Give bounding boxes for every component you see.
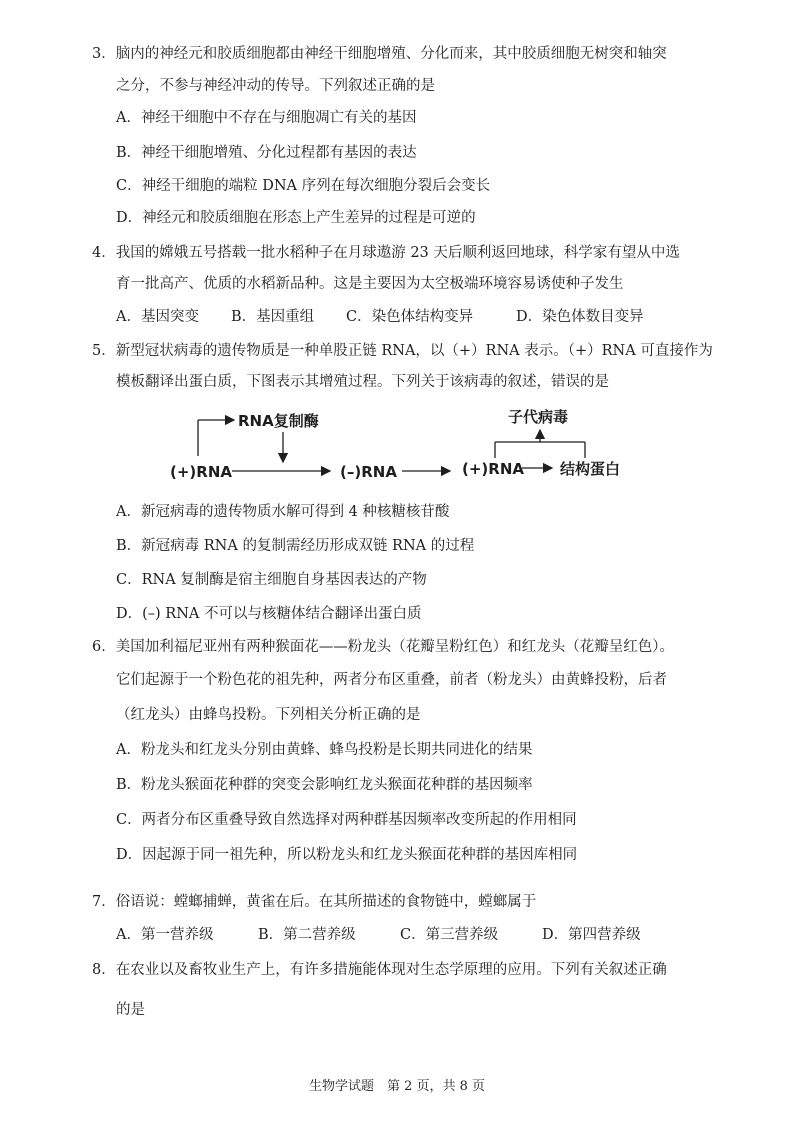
q8-stem-line1: 8．在农业以及畜牧业生产上，有许多措施能体现对生态学原理的应用。下列有关叙述正确 <box>92 962 667 978</box>
progeny-virus-label: 子代病毒 <box>508 408 569 426</box>
q6-stem-line2: 它们起源于一个粉色花的祖先种，两者分布区重叠，前者（粉龙头）由黄蜂投粉，后者 <box>116 672 667 688</box>
q5-option-a: A．新冠病毒的遗传物质水解可得到 4 种核糖核苷酸 <box>116 504 450 520</box>
replication-diagram <box>160 400 650 490</box>
q7-option-d: D．第四营养级 <box>542 927 641 943</box>
q4-option-b: B．基因重组 <box>231 309 315 325</box>
q3-option-a: A．神经干细胞中不存在与细胞凋亡有关的基因 <box>116 110 417 126</box>
q3-option-d: D．神经元和胶质细胞在形态上产生差异的过程是可逆的 <box>116 210 476 226</box>
q3-stem-line1: 3．脑内的神经元和胶质细胞都由神经干细胞增殖、分化而来，其中胶质细胞无树突和轴突 <box>92 46 667 62</box>
q5-option-c: C．RNA 复制酶是宿主细胞自身基因表达的产物 <box>116 572 427 588</box>
q4-stem-line2: 育一批高产、优质的水稻新品种。这是主要因为太空极端环境容易诱使种子发生 <box>116 276 624 292</box>
node-plus-rna-2: (+)RNA <box>462 460 524 478</box>
q7-options <box>116 925 641 945</box>
enzyme-label: RNA复制酶 <box>238 412 319 430</box>
q4-option-a: A．基因突变 <box>116 309 199 325</box>
q6-option-c: C．两者分布区重叠导致自然选择对两种群基因频率改变所起的作用相同 <box>116 812 577 828</box>
q8-stem-line2: 的是 <box>116 1002 145 1018</box>
q3-option-c: C．神经干细胞的端粒 DNA 序列在每次细胞分裂后会变长 <box>116 178 491 194</box>
q7-option-a: A．第一营养级 <box>116 927 214 943</box>
q7-option-b: B．第二营养级 <box>258 927 356 943</box>
q6-stem-line1: 6．美国加利福尼亚州有两种猴面花——粉龙头（花瓣呈粉红色）和红龙头（花瓣呈红色）。 <box>92 639 674 655</box>
q6-stem-line3: （红龙头）由蜂鸟投粉。下列相关分析正确的是 <box>116 707 421 723</box>
q4-option-c: C．染色体结构变异 <box>346 309 474 325</box>
q4-stem-line1: 4．我国的嫦娥五号搭载一批水稻种子在月球遨游 23 天后顺利返回地球，科学家有望从中选 <box>92 245 680 261</box>
q5-option-b: B．新冠病毒 RNA 的复制需经历形成双链 RNA 的过程 <box>116 538 475 554</box>
q3-option-b: B．神经干细胞增殖、分化过程都有基因的表达 <box>116 145 417 161</box>
q7-stem-line1: 7．俗语说：螳螂捕蝉，黄雀在后。在其所描述的食物链中，螳螂属于 <box>92 894 537 910</box>
node-plus-rna-1: (+)RNA <box>170 463 232 481</box>
page-footer: 生物学试题 第 2 页，共 8 页 <box>308 1079 486 1094</box>
structural-protein-label: 结构蛋白 <box>560 460 621 478</box>
q6-option-b: B．粉龙头猴面花种群的突变会影响红龙头猴面花种群的基因频率 <box>116 777 533 793</box>
q7-option-c: C．第三营养级 <box>400 927 499 943</box>
node-minus-rna: (–)RNA <box>340 463 397 481</box>
q4-option-d: D．染色体数目变异 <box>516 309 644 325</box>
q4-options <box>116 307 644 327</box>
q6-option-d: D．因起源于同一祖先种，所以粉龙头和红龙头猴面花种群的基因库相同 <box>116 847 578 863</box>
q5-option-d: D．(–) RNA 不可以与核糖体结合翻译出蛋白质 <box>116 606 422 622</box>
q5-stem-line1: 5．新型冠状病毒的遗传物质是一种单股正链 RNA，以（+）RNA 表示。（+）RNA 可直接作为 <box>92 343 713 359</box>
q3-stem-line2: 之分，不参与神经冲动的传导。下列叙述正确的是 <box>116 78 435 94</box>
q6-option-a: A．粉龙头和红龙头分别由黄蜂、蜂鸟投粉是长期共同进化的结果 <box>116 742 533 758</box>
q5-stem-line2: 模板翻译出蛋白质，下图表示其增殖过程。下列关于该病毒的叙述，错误的是 <box>116 374 609 390</box>
